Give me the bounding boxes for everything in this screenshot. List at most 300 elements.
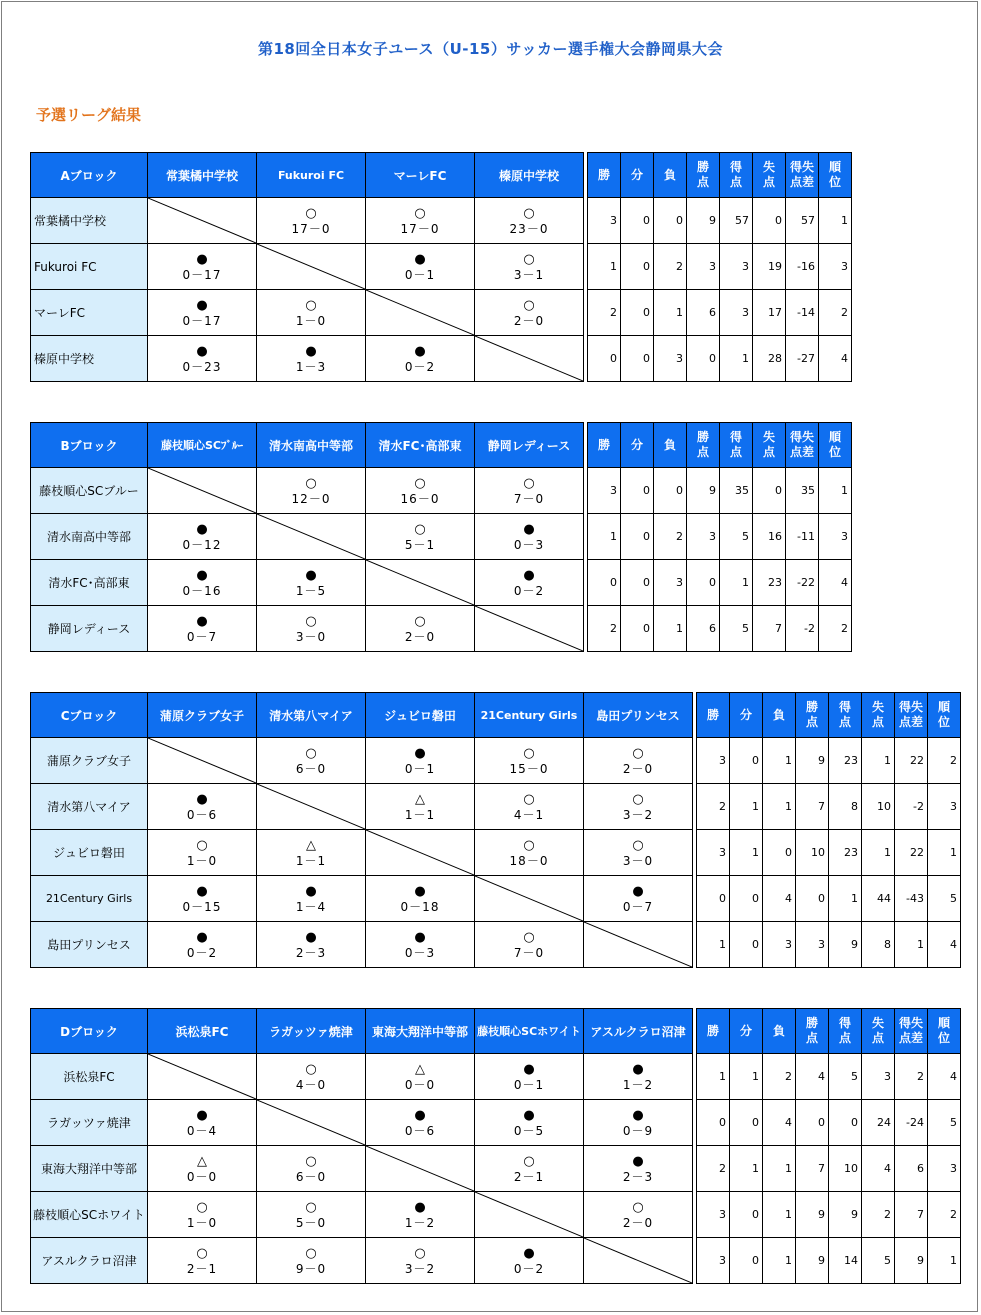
match-score: 2－3: [295, 945, 327, 960]
block-name: Cブロック: [31, 693, 148, 738]
row-team-name: 21Century Girls: [31, 876, 148, 922]
result-symbol-icon: ○: [523, 251, 535, 267]
stat-header: 勝: [588, 423, 621, 468]
match-score: 2－0: [513, 313, 545, 328]
stat-value: 7: [796, 784, 829, 830]
stat-value: 1: [819, 198, 852, 244]
match-result: [148, 1192, 257, 1238]
match-result: [475, 560, 584, 606]
page-title: 第18回全日本女子ユース（U-15）サッカー選手権大会静岡県大会: [257, 40, 724, 58]
match-result: [148, 244, 257, 290]
match-result: [584, 784, 693, 830]
row-team-name: Fukuroi FC: [31, 244, 148, 290]
header-row: [31, 1009, 961, 1054]
match-result: [475, 784, 584, 830]
stat-value: 3: [862, 1054, 895, 1100]
stat-header: 勝: [697, 693, 730, 738]
result-symbol-icon: ●: [196, 251, 208, 267]
stat-value: 2: [654, 244, 687, 290]
stat-value: 3: [588, 198, 621, 244]
result-symbol-icon: ○: [305, 745, 317, 761]
result-symbol-icon: △: [306, 837, 316, 853]
diagonal-line: [257, 514, 365, 559]
result-symbol-icon: ○: [632, 837, 644, 853]
stat-value: 3: [654, 336, 687, 382]
result-symbol-icon: ●: [632, 1153, 644, 1169]
match-result: [148, 290, 257, 336]
stat-value: 6: [687, 606, 720, 652]
match-score: 0－9: [622, 1123, 654, 1138]
result-symbol-icon: △: [415, 1061, 425, 1077]
stat-value: 9: [687, 198, 720, 244]
row-team-name: ジュビロ磐田: [31, 830, 148, 876]
diagonal-line: [366, 1146, 474, 1191]
stat-value: 1: [697, 1054, 730, 1100]
result-symbol-icon: ○: [523, 929, 535, 945]
stat-value: 1: [763, 738, 796, 784]
match-score: 3－2: [404, 1261, 436, 1276]
stat-value: 7: [796, 1146, 829, 1192]
table-row: [31, 198, 852, 244]
match-score: 6－0: [295, 1169, 327, 1184]
stat-value: 0: [753, 198, 786, 244]
stat-value: 23: [829, 738, 862, 784]
stat-header: 失 点: [862, 1009, 895, 1054]
result-symbol-icon: ○: [523, 745, 535, 761]
match-result: [475, 1146, 584, 1192]
result-symbol-icon: ○: [305, 613, 317, 629]
stat-value: 1: [928, 830, 961, 876]
stat-header: 失 点: [862, 693, 895, 738]
result-symbol-icon: △: [197, 1153, 207, 1169]
stat-value: 2: [928, 738, 961, 784]
match-result: [257, 606, 366, 652]
result-symbol-icon: ●: [196, 521, 208, 537]
stat-header: 得 点: [829, 1009, 862, 1054]
match-score: 0－5: [513, 1123, 545, 1138]
stat-header: 得失 点差: [786, 153, 819, 198]
stat-header: 順 位: [819, 423, 852, 468]
table-row: [31, 922, 961, 968]
match-result: [366, 468, 475, 514]
stat-value: 3: [720, 244, 753, 290]
stat-value: 23: [829, 830, 862, 876]
result-symbol-icon: ●: [632, 1061, 644, 1077]
stat-value: 1: [720, 560, 753, 606]
result-symbol-icon: ○: [632, 791, 644, 807]
stat-value: 3: [720, 290, 753, 336]
match-score: 2－1: [513, 1169, 545, 1184]
stat-value: 1: [588, 514, 621, 560]
result-symbol-icon: ○: [414, 205, 426, 221]
stat-value: 10: [829, 1146, 862, 1192]
league-table: [30, 152, 852, 382]
match-score: 5－0: [295, 1215, 327, 1230]
header-row: [31, 153, 852, 198]
result-symbol-icon: ○: [414, 613, 426, 629]
diagonal-cell: [257, 1100, 366, 1146]
stat-value: 1: [730, 784, 763, 830]
stat-value: 2: [588, 290, 621, 336]
league-table: [30, 422, 852, 652]
stat-value: 2: [697, 1146, 730, 1192]
result-symbol-icon: ○: [523, 297, 535, 313]
table-row: [31, 1192, 961, 1238]
row-team-name: 常葉橘中学校: [31, 198, 148, 244]
block-name: Aブロック: [31, 153, 148, 198]
header-row: [31, 423, 852, 468]
stat-value: 2: [819, 606, 852, 652]
stat-value: 3: [928, 784, 961, 830]
stat-value: 4: [819, 560, 852, 606]
result-symbol-icon: ○: [305, 1153, 317, 1169]
stat-value: 8: [862, 922, 895, 968]
diagonal-cell: [475, 336, 584, 382]
stat-value: 1: [928, 1238, 961, 1284]
row-team-name: 静岡レディース: [31, 606, 148, 652]
stat-value: 3: [588, 468, 621, 514]
diagonal-line: [148, 738, 256, 783]
stat-value: 2: [928, 1192, 961, 1238]
stat-header: 勝 点: [796, 693, 829, 738]
stat-value: 0: [687, 560, 720, 606]
result-symbol-icon: ●: [196, 567, 208, 583]
stat-value: 1: [763, 1192, 796, 1238]
header-team-name: ラガッツァ焼津: [257, 1009, 366, 1054]
header-team-name: 浜松泉FC: [148, 1009, 257, 1054]
stat-value: 4: [763, 1100, 796, 1146]
match-score: 2－3: [622, 1169, 654, 1184]
table-row: [31, 738, 961, 784]
diagonal-cell: [475, 876, 584, 922]
header-team-name: 静岡レディース: [475, 423, 584, 468]
stat-value: 0: [621, 514, 654, 560]
stat-value: 1: [819, 468, 852, 514]
header-team-name: 東海大翔洋中等部: [366, 1009, 475, 1054]
row-team-name: 蒲原クラブ女子: [31, 738, 148, 784]
match-score: 0－15: [182, 899, 222, 914]
stat-value: 1: [654, 290, 687, 336]
stat-value: 22: [895, 830, 928, 876]
stat-value: -24: [895, 1100, 928, 1146]
stat-value: 24: [862, 1100, 895, 1146]
stat-value: 16: [753, 514, 786, 560]
match-result: [257, 198, 366, 244]
result-symbol-icon: ●: [305, 567, 317, 583]
match-result: [584, 876, 693, 922]
match-score: 15－0: [509, 761, 549, 776]
stat-value: 9: [829, 1192, 862, 1238]
match-score: 0－16: [182, 583, 222, 598]
stat-value: -27: [786, 336, 819, 382]
stat-value: 8: [829, 784, 862, 830]
diagonal-line: [584, 922, 692, 967]
result-symbol-icon: ○: [523, 791, 535, 807]
match-result: [148, 1100, 257, 1146]
stat-value: 0: [621, 198, 654, 244]
stat-value: 3: [697, 830, 730, 876]
diagonal-line: [148, 198, 256, 243]
stat-value: 4: [819, 336, 852, 382]
stat-value: 3: [687, 514, 720, 560]
stat-value: 3: [697, 1238, 730, 1284]
match-result: [584, 830, 693, 876]
stat-header: 得失 点差: [895, 693, 928, 738]
diagonal-cell: [148, 738, 257, 784]
stat-value: 0: [621, 606, 654, 652]
header-team-name: 常葉橘中学校: [148, 153, 257, 198]
result-symbol-icon: ●: [414, 929, 426, 945]
match-score: 0－17: [182, 267, 222, 282]
result-symbol-icon: ○: [196, 1199, 208, 1215]
match-result: [366, 922, 475, 968]
match-result: [148, 336, 257, 382]
result-symbol-icon: ●: [196, 791, 208, 807]
result-symbol-icon: ●: [523, 1245, 535, 1261]
stat-header: 負: [763, 693, 796, 738]
stat-value: 1: [862, 830, 895, 876]
row-team-name: 島田プリンセス: [31, 922, 148, 968]
match-score: 6－0: [295, 761, 327, 776]
match-score: 0－2: [404, 359, 436, 374]
result-symbol-icon: ●: [414, 1199, 426, 1215]
diagonal-cell: [148, 198, 257, 244]
row-team-name: ラガッツァ焼津: [31, 1100, 148, 1146]
match-result: [366, 1192, 475, 1238]
header-team-name: 蒲原クラブ女子: [148, 693, 257, 738]
stat-value: 1: [862, 738, 895, 784]
match-result: [148, 1146, 257, 1192]
stat-value: 1: [697, 922, 730, 968]
match-result: [366, 784, 475, 830]
result-symbol-icon: ○: [632, 1199, 644, 1215]
stat-value: 1: [720, 336, 753, 382]
stat-header: 失 点: [753, 423, 786, 468]
stat-value: -43: [895, 876, 928, 922]
header-team-name: 藤枝順心SCﾌﾞﾙｰ: [148, 423, 257, 468]
stat-value: 3: [928, 1146, 961, 1192]
result-symbol-icon: ●: [414, 1107, 426, 1123]
stat-header: 勝 点: [687, 423, 720, 468]
match-result: [584, 1100, 693, 1146]
stat-header: 勝: [588, 153, 621, 198]
match-score: 0－0: [404, 1077, 436, 1092]
stat-value: -11: [786, 514, 819, 560]
match-result: [584, 1146, 693, 1192]
match-result: [148, 876, 257, 922]
match-score: 2－0: [622, 1215, 654, 1230]
stat-value: 0: [796, 1100, 829, 1146]
stat-value: 10: [862, 784, 895, 830]
diagonal-cell: [366, 1146, 475, 1192]
row-team-name: 清水南高中等部: [31, 514, 148, 560]
result-symbol-icon: ●: [523, 1061, 535, 1077]
stat-value: 6: [895, 1146, 928, 1192]
match-result: [475, 922, 584, 968]
stat-value: 10: [796, 830, 829, 876]
diagonal-cell: [584, 922, 693, 968]
match-result: [366, 1100, 475, 1146]
stat-value: 5: [928, 1100, 961, 1146]
match-score: 1－0: [295, 313, 327, 328]
diagonal-line: [257, 1100, 365, 1145]
result-symbol-icon: ○: [414, 475, 426, 491]
match-score: 0－7: [622, 899, 654, 914]
stat-header: 得 点: [720, 153, 753, 198]
result-symbol-icon: ○: [305, 297, 317, 313]
match-result: [257, 1054, 366, 1100]
match-result: [475, 1054, 584, 1100]
stat-value: 0: [829, 1100, 862, 1146]
stat-value: 0: [730, 738, 763, 784]
stat-value: 1: [895, 922, 928, 968]
stat-value: 0: [588, 560, 621, 606]
stat-header: 得 点: [720, 423, 753, 468]
league-block: [30, 422, 852, 652]
result-symbol-icon: ●: [632, 883, 644, 899]
stat-value: -2: [786, 606, 819, 652]
diagonal-cell: [475, 1192, 584, 1238]
result-symbol-icon: ●: [414, 745, 426, 761]
row-team-name: 榛原中学校: [31, 336, 148, 382]
stat-value: 4: [928, 1054, 961, 1100]
diagonal-line: [257, 244, 365, 289]
match-score: 0－17: [182, 313, 222, 328]
match-result: [148, 830, 257, 876]
match-result: [257, 1146, 366, 1192]
match-result: [475, 198, 584, 244]
table-row: [31, 468, 852, 514]
result-symbol-icon: ○: [305, 1245, 317, 1261]
stat-header: 得失 点差: [786, 423, 819, 468]
table-row: [31, 1146, 961, 1192]
league-block: [30, 1008, 961, 1284]
match-score: 0－7: [186, 629, 218, 644]
match-score: 3－1: [513, 267, 545, 282]
stat-value: 4: [928, 922, 961, 968]
league-block: [30, 152, 852, 382]
stat-header: 得失 点差: [895, 1009, 928, 1054]
result-symbol-icon: ●: [196, 1107, 208, 1123]
stat-value: 4: [862, 1146, 895, 1192]
match-score: 0－1: [404, 267, 436, 282]
header-team-name: Fukuroi FC: [257, 153, 366, 198]
match-score: 1－2: [404, 1215, 436, 1230]
result-symbol-icon: ●: [196, 883, 208, 899]
header-team-name: 清水南高中等部: [257, 423, 366, 468]
match-result: [475, 514, 584, 560]
match-score: 12－0: [291, 491, 331, 506]
stat-header: 負: [654, 153, 687, 198]
table-row: [31, 244, 852, 290]
diagonal-cell: [366, 560, 475, 606]
diagonal-cell: [584, 1238, 693, 1284]
stat-header: 失 点: [753, 153, 786, 198]
row-team-name: 藤枝順心SCホワイト: [31, 1192, 148, 1238]
stat-value: 35: [720, 468, 753, 514]
stat-header: 順 位: [928, 693, 961, 738]
stat-value: 0: [687, 336, 720, 382]
stat-value: 7: [753, 606, 786, 652]
stat-value: -14: [786, 290, 819, 336]
match-result: [475, 1100, 584, 1146]
match-score: 0－2: [513, 1261, 545, 1276]
stat-value: 0: [763, 830, 796, 876]
match-score: 0－1: [404, 761, 436, 776]
stat-value: 4: [796, 1054, 829, 1100]
stat-header: 順 位: [819, 153, 852, 198]
match-score: 0－2: [186, 945, 218, 960]
result-symbol-icon: ●: [305, 929, 317, 945]
stat-value: 5: [829, 1054, 862, 1100]
stat-value: 57: [786, 198, 819, 244]
result-symbol-icon: ○: [305, 1199, 317, 1215]
stat-value: 1: [654, 606, 687, 652]
match-result: [148, 784, 257, 830]
result-symbol-icon: ○: [305, 475, 317, 491]
diagonal-cell: [366, 830, 475, 876]
table-row: [31, 830, 961, 876]
match-result: [148, 514, 257, 560]
result-symbol-icon: ●: [414, 343, 426, 359]
stat-value: 3: [687, 244, 720, 290]
stat-value: 1: [829, 876, 862, 922]
match-score: 3－2: [622, 807, 654, 822]
match-score: 0－3: [404, 945, 436, 960]
match-result: [257, 1192, 366, 1238]
stat-value: 5: [720, 606, 753, 652]
diagonal-line: [475, 606, 583, 651]
diagonal-line: [584, 1238, 692, 1283]
match-result: [475, 290, 584, 336]
header-team-name: アスルクラロ沼津: [584, 1009, 693, 1054]
match-score: 4－0: [295, 1077, 327, 1092]
stat-value: 0: [697, 1100, 730, 1146]
stat-value: 35: [786, 468, 819, 514]
match-score: 1－1: [295, 853, 327, 868]
match-score: 0－23: [182, 359, 222, 374]
stat-value: 0: [621, 468, 654, 514]
stat-value: 1: [730, 1146, 763, 1192]
stat-value: 3: [819, 514, 852, 560]
row-team-name: 清水FC･高部東: [31, 560, 148, 606]
result-symbol-icon: ●: [196, 343, 208, 359]
stat-header: 負: [654, 423, 687, 468]
stat-value: 5: [862, 1238, 895, 1284]
stat-value: -16: [786, 244, 819, 290]
stat-value: 1: [763, 1146, 796, 1192]
block-name: Bブロック: [31, 423, 148, 468]
match-result: [257, 560, 366, 606]
stat-value: 4: [763, 876, 796, 922]
stat-value: 9: [829, 922, 862, 968]
row-team-name: 浜松泉FC: [31, 1054, 148, 1100]
stat-value: 0: [654, 198, 687, 244]
stat-value: 0: [730, 1192, 763, 1238]
header-team-name: ジュビロ磐田: [366, 693, 475, 738]
stat-value: 28: [753, 336, 786, 382]
match-result: [475, 1238, 584, 1284]
stat-value: 2: [862, 1192, 895, 1238]
stat-header: 勝 点: [796, 1009, 829, 1054]
match-score: 9－0: [295, 1261, 327, 1276]
match-score: 0－18: [400, 899, 440, 914]
table-row: [31, 876, 961, 922]
result-symbol-icon: ●: [523, 1107, 535, 1123]
match-score: 3－0: [622, 853, 654, 868]
diagonal-line: [148, 468, 256, 513]
stat-value: 2: [819, 290, 852, 336]
